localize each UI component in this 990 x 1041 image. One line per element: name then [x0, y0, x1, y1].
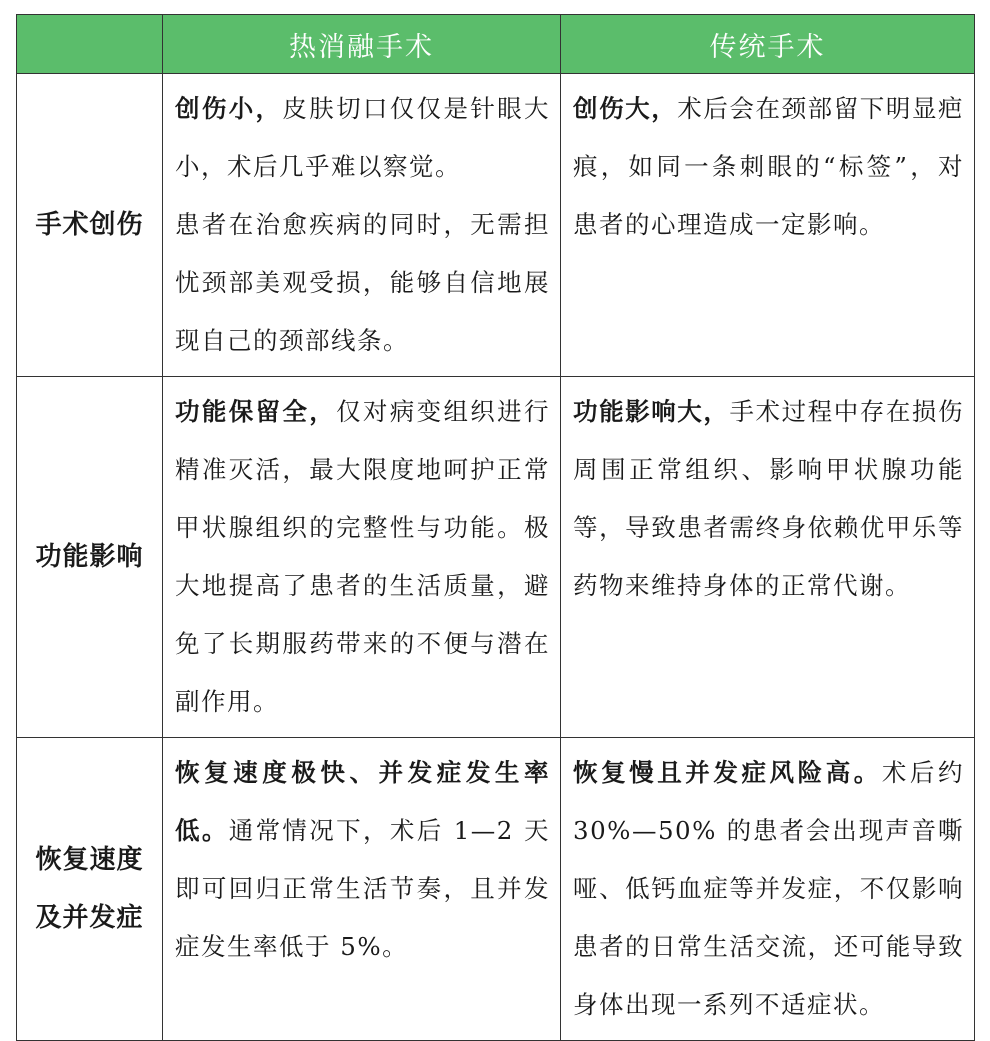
text-function-thermal: 仅对病变组织进行精准灭活，最大限度地呵护正常甲状腺组织的完整性与功能。极大地提高了患者的生活质量，避免了长期服药带来的不便与潜在副作用。 [175, 397, 551, 716]
header-traditional-surgery: 传统手术 [561, 15, 975, 74]
row-label-function: 功能影响 [17, 377, 163, 738]
row-label-trauma: 手术创伤 [17, 74, 163, 377]
header-row [17, 15, 975, 74]
table-row-trauma [17, 74, 975, 377]
comparison-table [16, 14, 975, 1041]
lead-recovery-thermal: 恢复速度极快、并发症发生率低。 [175, 758, 550, 845]
text-function-traditional: 手术过程中存在损伤周围正常组织、影响甲状腺功能等，导致患者需终身依赖优甲乐等药物来维持身体的正常代谢。 [573, 397, 965, 600]
text-trauma-traditional: 术后会在颈部留下明显疤痕，如同一条刺眼的“标签”，对患者的心理造成一定影响。 [573, 94, 965, 239]
lead-recovery-traditional: 恢复慢且并发症风险高。 [573, 758, 882, 787]
text-recovery-thermal: 通常情况下，术后 1—2 天即可回归正常生活节奏，且并发症发生率低于 5%。 [175, 816, 551, 961]
text-recovery-traditional: 术后约 30%—50% 的患者会出现声音嘶哑、低钙血症等并发症，不仅影响患者的日常生活交流，还可能导致身体出现一系列不适症状。 [573, 758, 965, 1019]
cell-function-thermal [163, 377, 561, 738]
table-row-function [17, 377, 975, 738]
cell-recovery-thermal [163, 738, 561, 1041]
lead-function-thermal: 功能保留全， [175, 397, 337, 426]
extra-trauma-thermal: 患者在治愈疾病的同时，无需担忧颈部美观受损，能够自信地展现自己的颈部线条。 [175, 210, 550, 355]
cell-trauma-traditional [561, 74, 975, 377]
header-thermal-ablation: 热消融手术 [163, 15, 561, 74]
lead-trauma-traditional: 创伤大， [573, 94, 678, 123]
lead-trauma-thermal: 创伤小， [175, 94, 283, 123]
header-corner-cell [17, 15, 163, 74]
text-trauma-thermal: 皮肤切口仅仅是针眼大小，术后几乎难以察觉。 [175, 94, 551, 181]
cell-function-traditional [561, 377, 975, 738]
row-label-recovery: 恢复速度 及并发症 [17, 738, 163, 1041]
table-row-recovery [17, 738, 975, 1041]
cell-recovery-traditional [561, 738, 975, 1041]
lead-function-traditional: 功能影响大， [573, 397, 730, 426]
cell-trauma-thermal [163, 74, 561, 377]
